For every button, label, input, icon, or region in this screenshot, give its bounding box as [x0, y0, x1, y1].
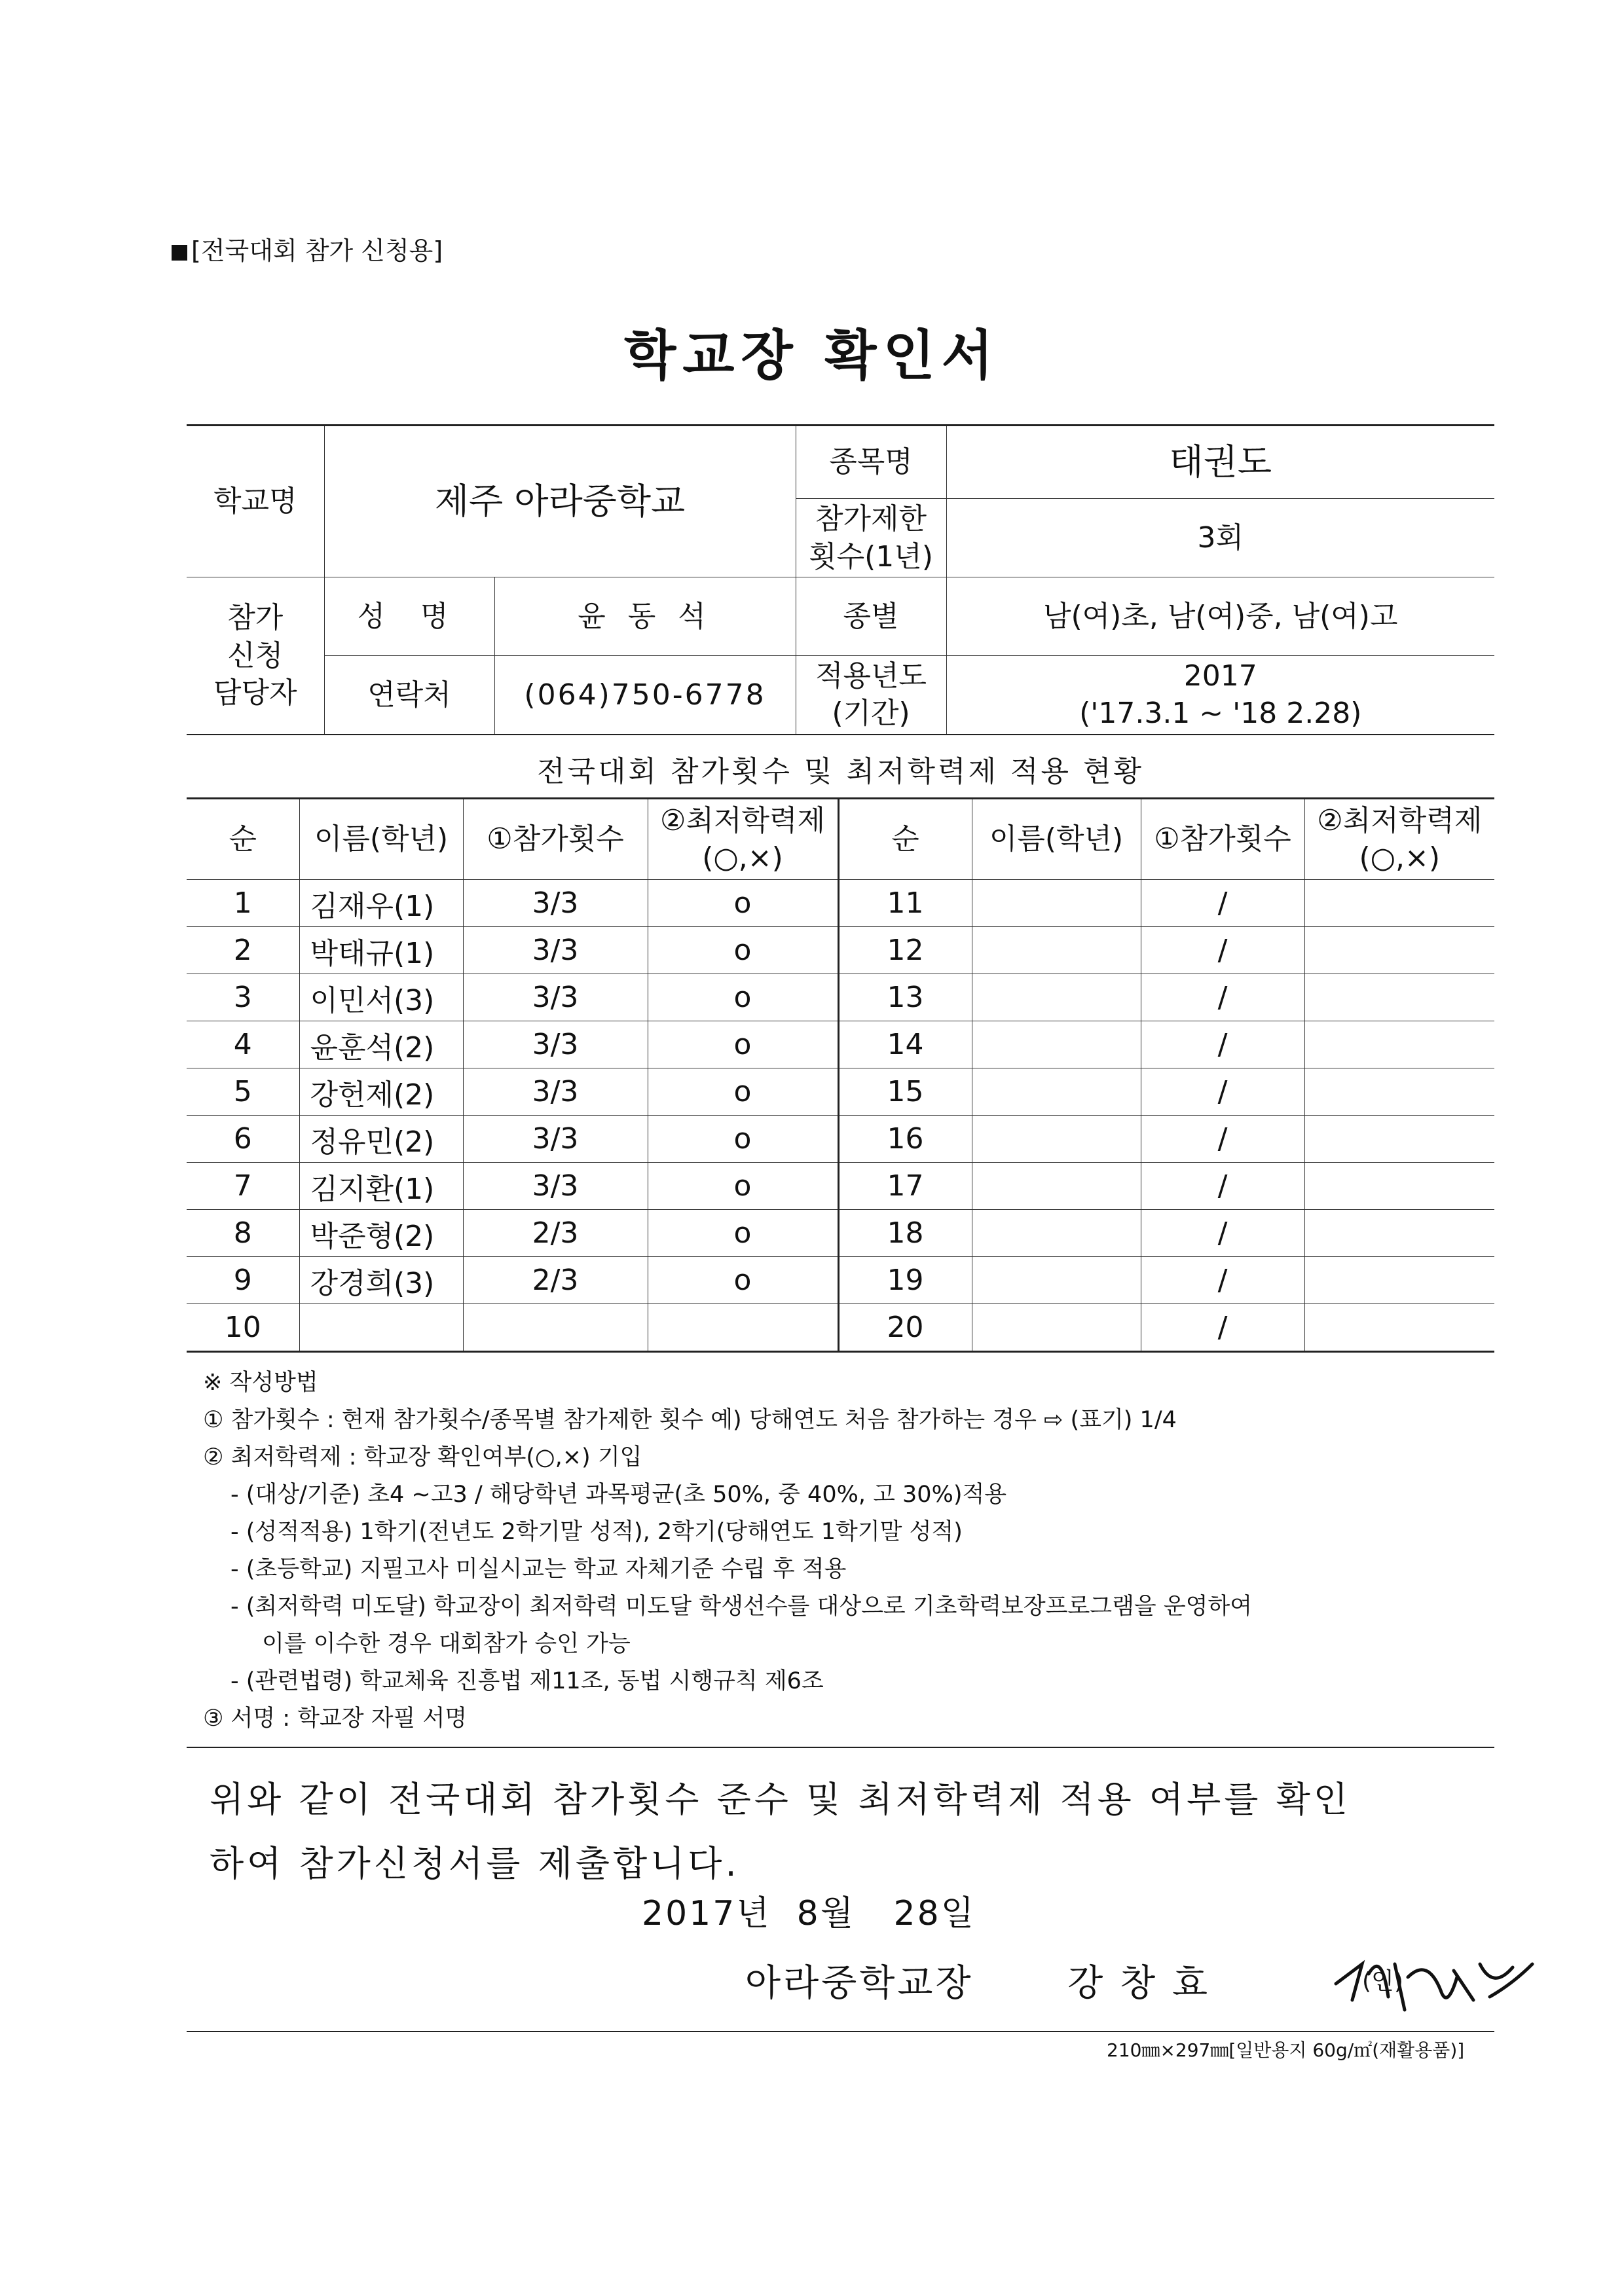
table-row — [187, 1257, 1494, 1304]
row-count-right: / — [1141, 1257, 1304, 1304]
row-no-right: 19 — [838, 1257, 972, 1304]
school-name-value: 제주 아라중학교 — [324, 426, 796, 577]
limit-label — [796, 499, 946, 577]
contact-value: (064)750-6778 — [494, 656, 796, 735]
note-subitem: - (성적적용) 1학기(전년도 2학기말 성적), 2학기(당해연도 1학기말 성적) — [231, 1519, 963, 1545]
row-name-right — [972, 1304, 1141, 1352]
table-row — [187, 1210, 1494, 1257]
limit-label-line2: 횟수(1년) — [809, 539, 933, 574]
row-name-right — [972, 1116, 1141, 1163]
note-item: ③ 서명 : 학교장 자필 서명 — [203, 1705, 468, 1732]
row-no-right: 17 — [838, 1163, 972, 1210]
row-count: 3/3 — [463, 1068, 648, 1116]
row-count-right: / — [1141, 1021, 1304, 1068]
row-count — [463, 1304, 648, 1352]
header-no: 순 — [187, 799, 299, 880]
header-academic-right-line2: (○,×) — [1359, 841, 1441, 875]
row-academic-right — [1304, 1116, 1494, 1163]
category-label: 종별 — [796, 577, 946, 656]
row-no: 4 — [187, 1021, 299, 1068]
manager-name-value: 윤 동 석 — [494, 577, 796, 656]
row-name: 박준형(2) — [299, 1210, 463, 1257]
period-label-line2: (기간) — [832, 697, 910, 731]
table-row — [187, 1304, 1494, 1352]
row-name: 정유민(2) — [299, 1116, 463, 1163]
row-academic-right — [1304, 1068, 1494, 1116]
row-no: 3 — [187, 974, 299, 1021]
statement-line1: 위와 같이 전국대회 참가횟수 준수 및 최저학력제 적용 여부를 확인 — [210, 1779, 1351, 1820]
table-row — [187, 1116, 1494, 1163]
row-academic: o — [648, 1116, 838, 1163]
row-count-right: / — [1141, 880, 1304, 927]
row-name-right — [972, 1163, 1141, 1210]
row-count: 2/3 — [463, 1210, 648, 1257]
row-name: 김지환(1) — [299, 1163, 463, 1210]
row-name: 이민서(3) — [299, 974, 463, 1021]
header-academic-right-line1: ②최저학력제 — [1317, 803, 1483, 837]
manager-label-line3: 담당자 — [213, 676, 297, 710]
header-no-right: 순 — [838, 799, 972, 880]
limit-value: 3회 — [946, 499, 1494, 577]
statement-line2: 하여 참가신청서를 제출합니다. — [210, 1843, 740, 1884]
document-title: 학교장 확인서 — [624, 325, 1000, 387]
row-name-right — [972, 1068, 1141, 1116]
row-name: 윤훈석(2) — [299, 1021, 463, 1068]
header-academic — [648, 799, 838, 880]
row-academic-right — [1304, 974, 1494, 1021]
row-no: 10 — [187, 1304, 299, 1352]
row-name: 강헌제(2) — [299, 1068, 463, 1116]
row-name-right — [972, 974, 1141, 1021]
row-no: 6 — [187, 1116, 299, 1163]
row-no: 1 — [187, 880, 299, 927]
row-no: 9 — [187, 1257, 299, 1304]
table-row — [187, 1068, 1494, 1116]
category-value: 남(여)초, 남(여)중, 남(여)고 — [946, 577, 1494, 656]
row-count: 3/3 — [463, 880, 648, 927]
row-name-right — [972, 880, 1141, 927]
row-no-right: 14 — [838, 1021, 972, 1068]
table-header-row — [187, 799, 1494, 880]
row-name-right — [972, 927, 1141, 974]
limit-label-line1: 참가제한 — [815, 502, 927, 536]
row-count: 3/3 — [463, 974, 648, 1021]
manager-label-line1: 참가 — [227, 601, 284, 635]
row-no-right: 18 — [838, 1210, 972, 1257]
row-count-right: / — [1141, 1210, 1304, 1257]
signature-seal — [1323, 1938, 1539, 2023]
note-subitem: - (관련법령) 학교체육 진흥법 제11조, 동법 시행규칙 제6조 — [231, 1668, 824, 1694]
header-academic-right — [1304, 799, 1494, 880]
form-type-text: [전국대회 참가 신청용] — [191, 236, 443, 265]
manager-label — [187, 577, 324, 735]
participation-table — [187, 797, 1494, 1353]
manager-name-label: 성 명 — [324, 577, 494, 656]
row-name: 박태규(1) — [299, 927, 463, 974]
row-no: 5 — [187, 1068, 299, 1116]
header-count-right: ①참가횟수 — [1141, 799, 1304, 880]
row-no-right: 16 — [838, 1116, 972, 1163]
event-value: 태권도 — [946, 426, 1494, 499]
header-name: 이름(학년) — [299, 799, 463, 880]
row-count: 2/3 — [463, 1257, 648, 1304]
note-item: ② 최저학력제 : 학교장 확인여부(○,×) 기입 — [203, 1444, 642, 1470]
signer-name: 강 창 효 — [1067, 1962, 1211, 2005]
note-subitem: - (초등학교) 지필고사 미실시교는 학교 자체기준 수립 후 적용 — [231, 1556, 847, 1582]
row-no: 2 — [187, 927, 299, 974]
instructions-notes — [203, 1364, 1500, 1738]
row-count-right: / — [1141, 1163, 1304, 1210]
notes-heading: ※ 작성방법 — [203, 1370, 318, 1396]
row-count-right: / — [1141, 1304, 1304, 1352]
row-academic-right — [1304, 927, 1494, 974]
header-name-right: 이름(학년) — [972, 799, 1141, 880]
school-name-label: 학교명 — [187, 426, 324, 577]
row-academic: o — [648, 1163, 838, 1210]
header-academic-line2: (○,×) — [702, 841, 783, 875]
row-no-right: 15 — [838, 1068, 972, 1116]
form-type-tag — [172, 230, 443, 266]
period-label — [796, 656, 946, 735]
note-subitem: - (최저학력 미도달) 학교장이 최저학력 미도달 학생선수를 대상으로 기초학력보장프로그램을 운영하여 — [231, 1594, 1253, 1620]
confirmation-statement — [210, 1768, 1493, 1896]
row-count: 3/3 — [463, 1116, 648, 1163]
event-label: 종목명 — [796, 426, 946, 499]
signer-title: 아라중학교장 — [745, 1962, 974, 2005]
period-label-line1: 적용년도 — [815, 659, 927, 693]
note-subitem-continued: 이를 이수한 경우 대회참가 승인 가능 — [262, 1631, 631, 1657]
row-academic-right — [1304, 1257, 1494, 1304]
document-date: 2017년 8월 28일 — [642, 1894, 976, 1933]
seal-text: (인) — [1362, 1968, 1403, 1995]
row-academic-right — [1304, 1210, 1494, 1257]
row-name — [299, 1304, 463, 1352]
status-section-title: 전국대회 참가횟수 및 최저학력제 적용 현황 — [536, 755, 1144, 788]
school-info-table — [187, 424, 1494, 735]
table-row — [187, 927, 1494, 974]
row-academic: o — [648, 880, 838, 927]
row-no-right: 13 — [838, 974, 972, 1021]
row-no: 7 — [187, 1163, 299, 1210]
row-academic: o — [648, 927, 838, 974]
row-count-right: / — [1141, 927, 1304, 974]
row-name-right — [972, 1210, 1141, 1257]
paper-spec-footer: 210㎜×297㎜[일반용지 60g/㎡(재활용품)] — [1107, 2039, 1465, 2061]
row-count: 3/3 — [463, 927, 648, 974]
row-count-right: / — [1141, 1068, 1304, 1116]
header-count: ①참가횟수 — [463, 799, 648, 880]
period-year: 2017 — [1183, 659, 1257, 693]
row-name-right — [972, 1257, 1141, 1304]
table-row — [187, 1021, 1494, 1068]
contact-label: 연락처 — [324, 656, 494, 735]
row-name: 강경희(3) — [299, 1257, 463, 1304]
row-count-right: / — [1141, 1116, 1304, 1163]
row-name: 김재우(1) — [299, 880, 463, 927]
note-item: ① 참가횟수 : 현재 참가횟수/종목별 참가제한 횟수 예) 당해연도 처음 참가하는 경우 ⇨ (표기) 1/4 — [203, 1407, 1177, 1433]
period-range: ('17.3.1 ~ '18 2.28) — [1079, 697, 1362, 731]
table-row — [187, 880, 1494, 927]
signer-block — [745, 1954, 1210, 2007]
row-academic-right — [1304, 1304, 1494, 1352]
handwritten-signature-icon — [1323, 1938, 1539, 2023]
row-count-right: / — [1141, 974, 1304, 1021]
period-value — [946, 656, 1494, 735]
row-no-right: 12 — [838, 927, 972, 974]
row-no-right: 11 — [838, 880, 972, 927]
table-row — [187, 1163, 1494, 1210]
manager-label-line2: 신청 — [227, 638, 284, 672]
row-academic-right — [1304, 1021, 1494, 1068]
row-academic: o — [648, 1068, 838, 1116]
row-no-right: 20 — [838, 1304, 972, 1352]
footer-divider — [187, 2031, 1494, 2032]
row-academic: o — [648, 974, 838, 1021]
row-academic — [648, 1304, 838, 1352]
row-no: 8 — [187, 1210, 299, 1257]
square-bullet-icon — [172, 245, 187, 261]
row-academic: o — [648, 1210, 838, 1257]
row-academic: o — [648, 1257, 838, 1304]
table-row — [187, 974, 1494, 1021]
row-academic-right — [1304, 1163, 1494, 1210]
row-count: 3/3 — [463, 1163, 648, 1210]
row-count: 3/3 — [463, 1021, 648, 1068]
note-subitem: - (대상/기준) 초4 ~고3 / 해당학년 과목평균(초 50%, 중 40%, 고 30%)적용 — [231, 1482, 1007, 1508]
row-academic-right — [1304, 880, 1494, 927]
row-academic: o — [648, 1021, 838, 1068]
row-name-right — [972, 1021, 1141, 1068]
header-academic-line1: ②최저학력제 — [660, 803, 825, 837]
